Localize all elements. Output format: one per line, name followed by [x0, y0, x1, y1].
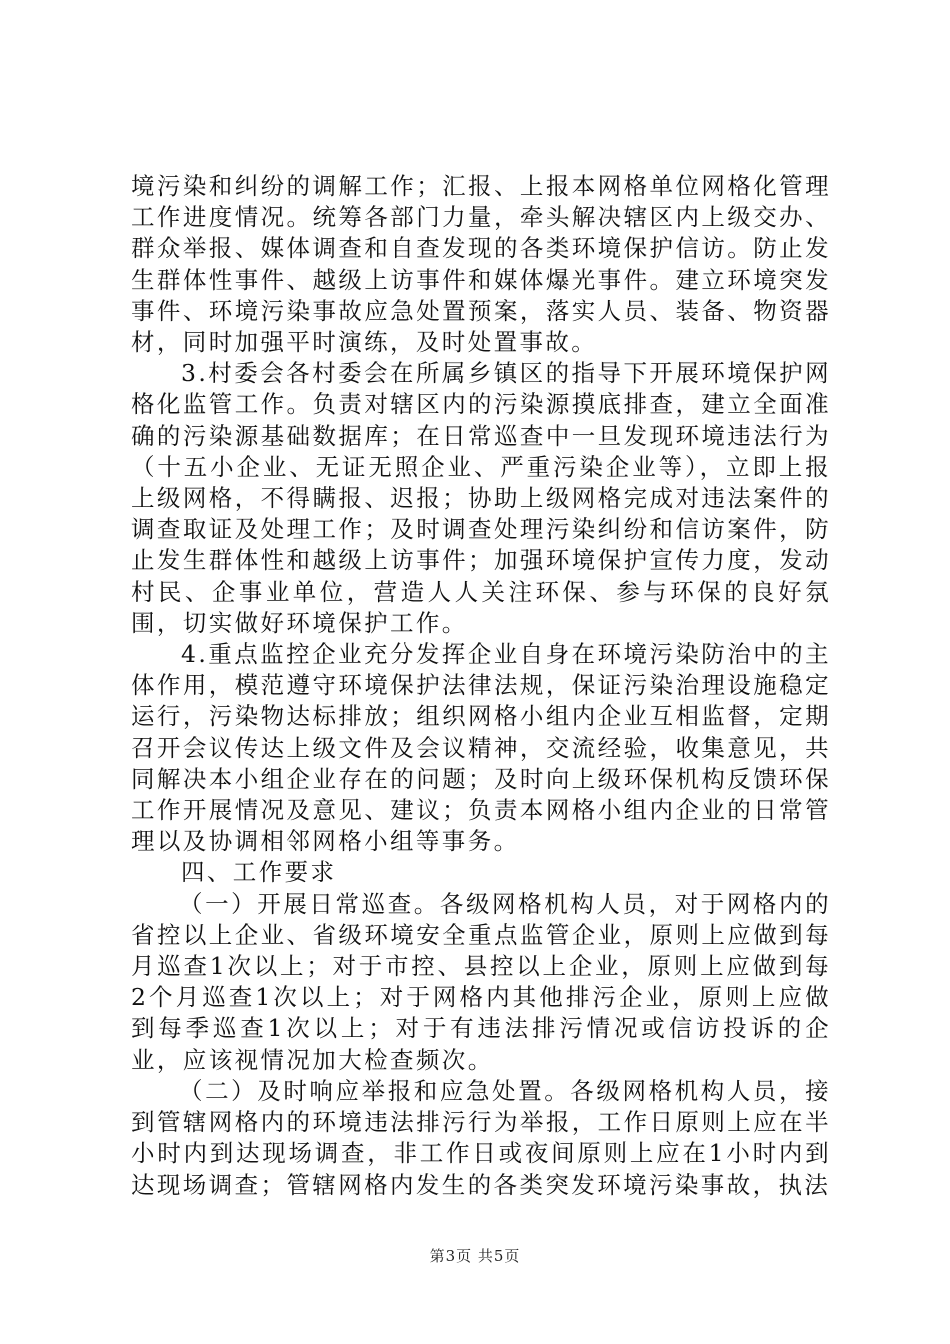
paragraph-item-4: 4.重点监控企业充分发挥企业自身在环境污染防治中的主体作用，模范遵守环境保护法律法规，保证污染治理设施稳定运行，污染物达标排放；组织网格小组内企业互相监督，定期召开会议传达上级文件及会议精神，交流经验，收集意见，共同解决本小组企业存在的问题；及时向上级环保机构反馈环保工作开展情况及意见、建议；负责本网格小组内企业的日常管理以及协调相邻网格小组等事务。 — [131, 640, 831, 856]
paragraph-requirement-1: （一）开展日常巡查。各级网格机构人员，对于网格内的省控以上企业、省级环境安全重点监管企业，原则上应做到每月巡查1次以上；对于市控、县控以上企业，原则上应做到每2个月巡查1次以上；对于网格内其他排污企业，原则上应做到每季巡查1次以上；对于有违法排污情况或信访投诉的企业，应该视情况加大检查频次。 — [131, 889, 831, 1074]
document-body — [131, 171, 831, 1201]
section-heading-work-requirements: 四、工作要求 — [181, 858, 337, 887]
paragraph-item-3: 3.村委会各村委会在所属乡镇区的指导下开展环境保护网格化监管工作。负责对辖区内的污染源摸底排查，建立全面准确的污染源基础数据库；在日常巡查中一旦发现环境违法行为（十五小企业、无证无照企业、严重污染企业等），立即上报上级网格，不得瞒报、迟报；协助上级网格完成对违法案件的调查取证及处理工作；及时调查处理污染纠纷和信访案件，防止发生群体性和越级上访事件；加强环境保护宣传力度，发动村民、企事业单位，营造人人关注环保、参与环保的良好氛围，切实做好环境保护工作。 — [131, 359, 831, 637]
page-number-footer: 第3页 共5页 — [429, 1247, 521, 1265]
paragraph-continuation: 境污染和纠纷的调解工作；汇报、上报本网格单位网格化管理工作进度情况。统筹各部门力量，牵头解决辖区内上级交办、群众举报、媒体调查和自查发现的各类环境保护信访。防止发生群体性事件、越级上访事件和媒体爆光事件。建立环境突发事件、环境污染事故应急处置预案，落实人员、装备、物资器材，同时加强平时演练，及时处置事故。 — [131, 172, 831, 357]
paragraph-requirement-2: （二）及时响应举报和应急处置。各级网格机构人员，接到管辖网格内的环境违法排污行为举报，工作日原则上应在半小时内到达现场调查，非工作日或夜间原则上应在1小时内到达现场调查；管辖网格内发生的各类突发环境污染事故，执法 — [131, 1076, 831, 1199]
